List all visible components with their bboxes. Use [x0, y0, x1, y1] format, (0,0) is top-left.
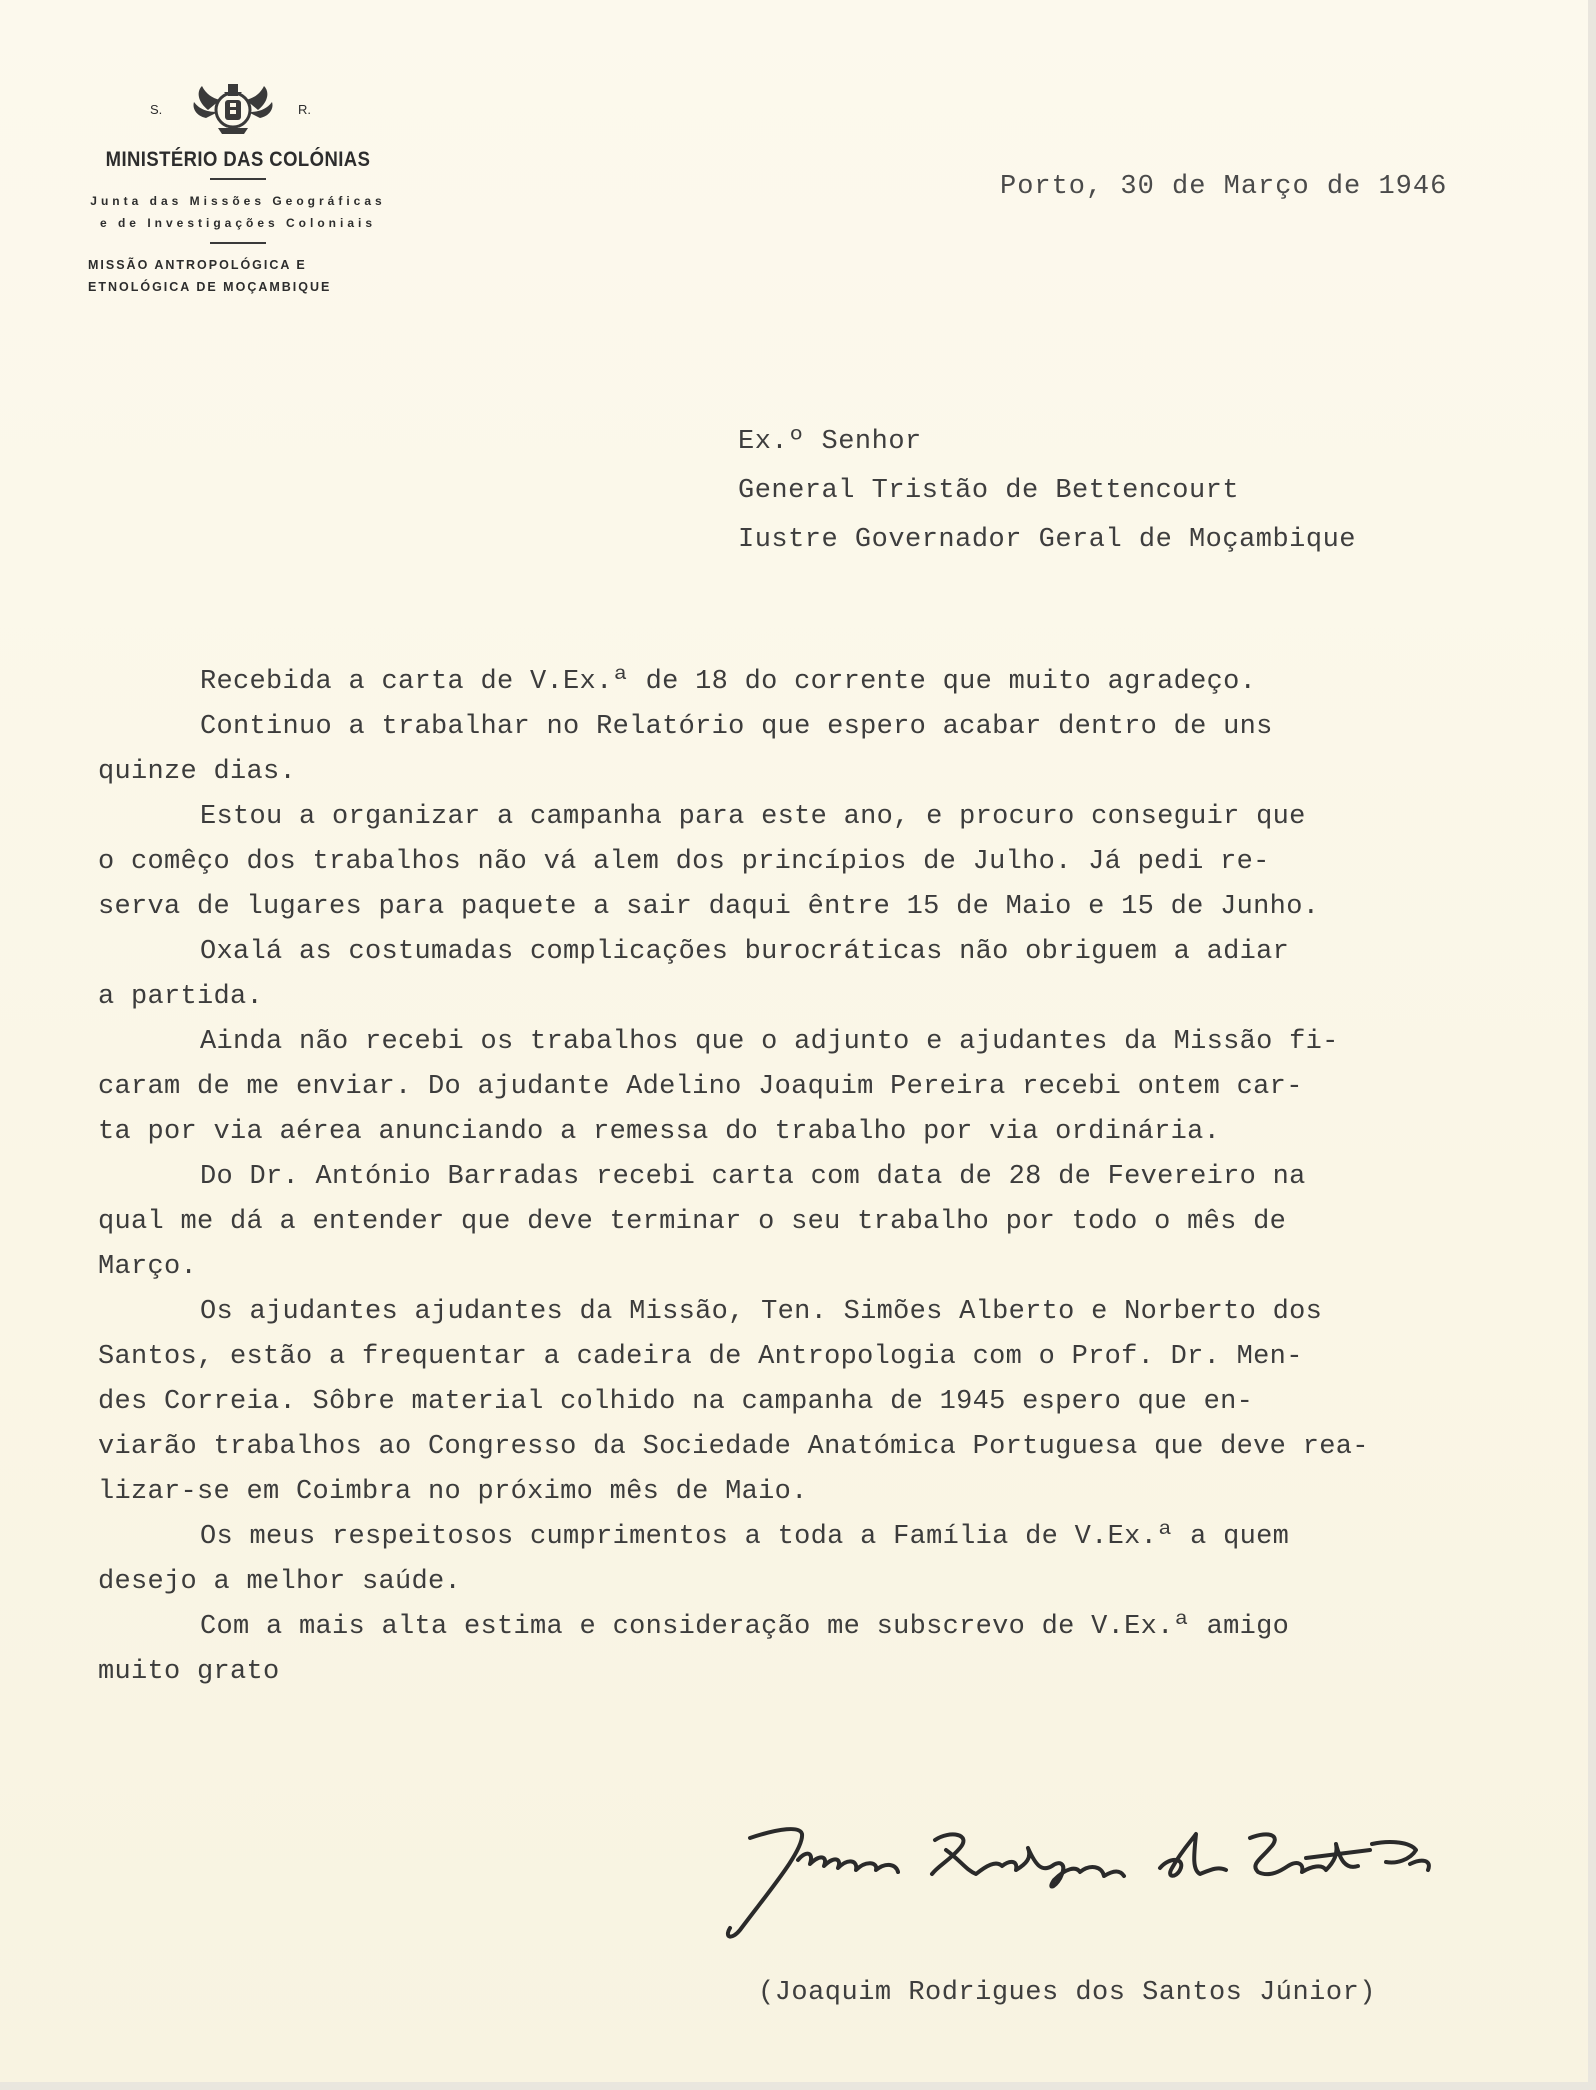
body-line: o comêço dos trabalhos não vá alem dos princípios de Julho. Já pedi re- [98, 847, 1270, 877]
crest-letter-left: S. [150, 102, 163, 117]
body-line: muito grato [98, 1657, 280, 1687]
body-line: Ainda não recebi os trabalhos que o adjunto e ajudantes da Missão fi- [200, 1027, 1339, 1057]
addressee-block [738, 418, 1356, 565]
coat-of-arms-icon [188, 80, 278, 140]
body-line: Recebida a carta de V.Ex.ª de 18 do corrente que muito agradeço. [200, 667, 1257, 697]
body-line: quinze dias. [98, 757, 297, 787]
body-line: desejo a melhor saúde. [98, 1567, 462, 1597]
ministry-title: MINISTÉRIO DAS COLÓNIAS [105, 148, 371, 171]
body-line: Com a mais alta estima e consideração me subscrevo de V.Ex.ª amigo [200, 1612, 1290, 1642]
crest-letter-right: R. [298, 102, 311, 117]
body-line: Santos, estão a frequentar a cadeira de Antropologia com o Prof. Dr. Men- [98, 1342, 1303, 1372]
body-line: a partida. [98, 982, 264, 1012]
body-line: Oxalá as costumadas complicações burocráticas não obriguem a adiar [200, 937, 1290, 967]
body-line: qual me dá a entender que deve terminar o seu trabalho por todo o mês de [98, 1207, 1287, 1237]
divider [210, 242, 266, 244]
letter-body [98, 660, 1558, 1695]
typed-signature: (Joaquim Rodrigues dos Santos Júnior) [758, 1978, 1376, 2008]
body-line: Estou a organizar a campanha para este ano, e procuro conseguir que [200, 802, 1306, 832]
letterhead [58, 80, 418, 298]
body-line: Março. [98, 1252, 198, 1282]
missao-line-2: ETNOLÓGICA DE MOÇAMBIQUE [88, 280, 332, 294]
body-line: Os ajudantes ajudantes da Missão, Ten. Simões Alberto e Norberto dos [200, 1297, 1323, 1327]
divider [210, 178, 266, 180]
junta-line-1: Junta das Missões Geográficas [90, 194, 386, 208]
handwritten-signature [710, 1820, 1470, 1950]
body-line: Do Dr. António Barradas recebi carta com data de 28 de Fevereiro na [200, 1162, 1306, 1192]
body-line: ta por via aérea anunciando a remessa do trabalho por via ordinária. [98, 1117, 1221, 1147]
body-line: caram de me enviar. Do ajudante Adelino Joaquim Pereira recebi ontem car- [98, 1072, 1303, 1102]
body-line: des Correia. Sôbre material colhido na campanha de 1945 espero que en- [98, 1387, 1254, 1417]
body-line: serva de lugares para paquete a sair daqui êntre 15 de Maio e 15 de Junho. [98, 892, 1320, 922]
body-line: Os meus respeitosos cumprimentos a toda a Família de V.Ex.ª a quem [200, 1522, 1290, 1552]
addressee-salutation: Ex.º Senhor [738, 427, 922, 457]
body-line: lizar-se em Coimbra no próximo mês de Maio. [98, 1477, 808, 1507]
letter-date: Porto, 30 de Março de 1946 [1000, 172, 1448, 202]
missao-line-1: MISSÃO ANTROPOLÓGICA E [88, 258, 307, 272]
addressee-title: Iustre Governador Geral de Moçambique [738, 525, 1356, 555]
crest-row [58, 80, 418, 140]
body-line: Continuo a trabalhar no Relatório que espero acabar dentro de uns [200, 712, 1273, 742]
addressee-name: General Tristão de Bettencourt [738, 476, 1240, 506]
body-line: viarão trabalhos ao Congresso da Sociedade Anatómica Portuguesa que deve rea- [98, 1432, 1369, 1462]
junta-line-2: e de Investigações Coloniais [99, 216, 377, 230]
